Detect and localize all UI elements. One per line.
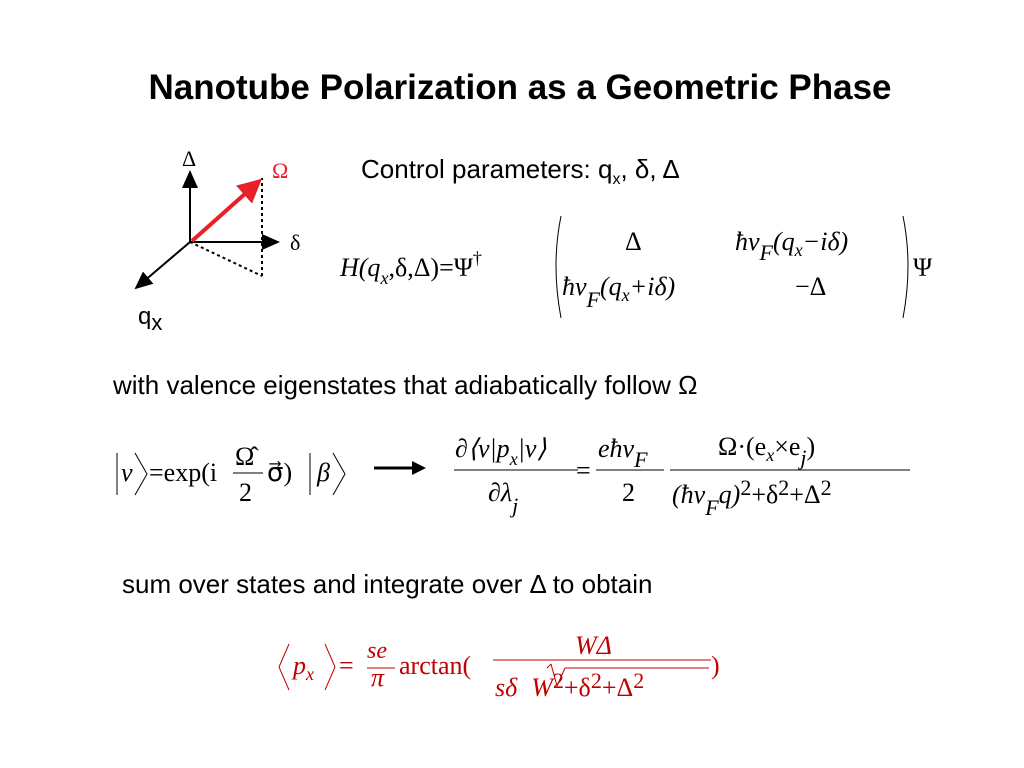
svg-text:−Δ: −Δ <box>795 272 827 301</box>
svg-text:v: v <box>121 458 133 487</box>
small-delta-label: δ <box>290 230 301 255</box>
svg-text:): ) <box>711 651 720 680</box>
svg-text:WΔ: WΔ <box>575 631 612 660</box>
omega-label: Ω <box>272 158 289 183</box>
berry-curvature-equation <box>450 425 920 525</box>
svg-text:∂⟨v|px|v⟩: $\partial⟨v|p_x|v⟩$ <box>455 434 547 469</box>
qx-axis <box>136 242 190 288</box>
qx-label: qx <box>138 303 163 335</box>
svg-text:Ω̂: Ω̂ <box>235 442 255 471</box>
projection-dotted-1 <box>190 242 262 276</box>
svg-text:arctan(: arctan( <box>399 651 472 680</box>
svg-text:∂λj: $\partial\lambda_j$ <box>488 478 519 518</box>
svg-text:se: se <box>367 638 387 664</box>
eigenstates-text: with valence eigenstates that adiabatically follow Ω <box>113 370 698 400</box>
svg-text:ħvF(qx−iδ): $ħv_F(q_x-i\delta)$ <box>735 227 849 265</box>
delta-axis-label: Δ <box>182 146 197 171</box>
integrate-text: sum over states and integrate over Δ to obtain <box>122 569 653 599</box>
control-parameters: Control parameters: $q_x$, δ, Δ <box>361 154 680 189</box>
svg-text:=: = <box>576 456 591 485</box>
svg-text:2: 2 <box>239 478 252 507</box>
state-equation <box>105 435 360 515</box>
parameter-space-diagram <box>120 138 320 338</box>
slide-title: Nanotube Polarization as a Geometric Phase <box>148 68 892 107</box>
svg-text:px: $p_x$ <box>293 651 314 684</box>
svg-text:sδW2+δ2+Δ2: sδ $W^2+\delta^2+\Delta^2$ <box>495 668 645 702</box>
svg-text:=: = <box>339 651 354 680</box>
hamiltonian-equation <box>335 210 945 325</box>
svg-text:(ħvFq)2+δ2+Δ2: $(ħv_Fq)^2+\delta^2+\Delta^2$ <box>672 475 832 520</box>
svg-text:β: β <box>317 458 330 487</box>
omega-vector <box>192 184 256 241</box>
svg-text:2: 2 <box>622 478 635 507</box>
svg-text:σ⃗): σ⃗) <box>267 458 293 487</box>
svg-text:=exp(i: =exp(i <box>149 458 218 487</box>
svg-text:ħvF(qx+iδ): $ħv_F(q_x+i\delta)$ <box>562 272 676 312</box>
polarization-result-equation <box>275 630 735 710</box>
implies-arrow <box>372 458 427 478</box>
svg-text:H(qx,δ,Δ)=Ψ†: $H(q_x,\delta,\Delta)=\Psi^\dagger$ <box>340 248 482 288</box>
svg-text:eħvF: eħv$_F$ <box>598 434 648 472</box>
svg-text:Ω·(ex×ej): $\Omega\cdot(e_x\times e_j)$ <box>718 432 816 470</box>
svg-text:π: π <box>371 663 385 692</box>
svg-text:Δ: Δ <box>625 227 642 256</box>
svg-text:Ψ: Ψ <box>913 253 933 282</box>
